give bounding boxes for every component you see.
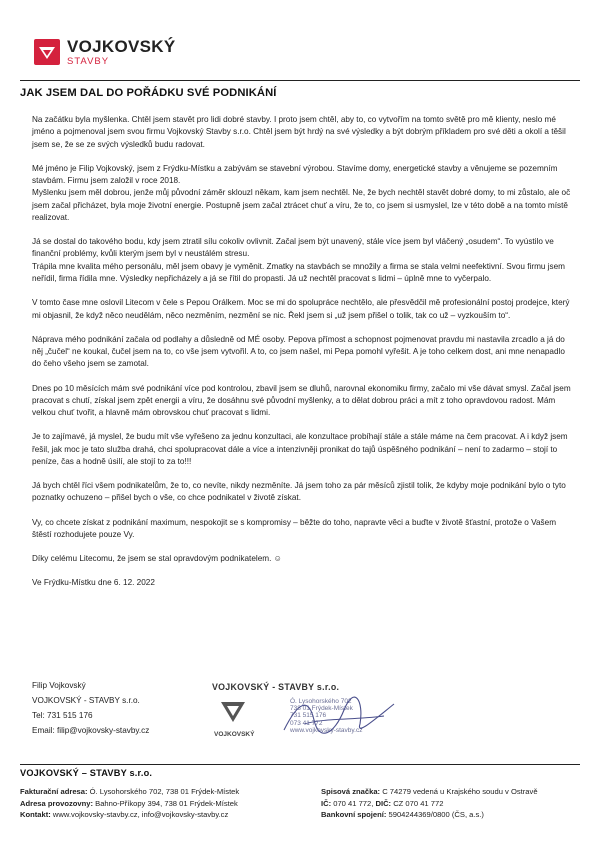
stamp-line: 731 515 176	[290, 712, 327, 720]
signer-name: Filip Vojkovský	[32, 681, 86, 690]
stamp-subtitle: VOJKOVSKÝ	[214, 731, 255, 738]
company-logo	[34, 38, 176, 67]
footer-divider	[20, 764, 580, 765]
ico-value: 070 41 772,	[331, 798, 376, 808]
paragraph: Já se dostal do takového bodu, kdy jsem ztratil sílu cokoliv ovlivnit. Začal jsem být unavený, stále více jsem byl vláčený „osudem“. To vyústilo ve finanční problémy, kvůli kterým jsem byl v neustálém stresu. Trápila mne kvalita mého personálu, měl jsem obavy je vyměnit. Zmatky na stavbách se množily a firma se stala velmi neefektivní. Svou firmu jsem neřídil, firma řídila mne. Výsledky nepřicházely a já se řítil do propasti. Já už nechtěl pracovat s lidmi – úplně mne to vyčerpalo.	[32, 237, 565, 284]
paragraph: Je to zajímavé, já myslel, že budu mít vše vyřešeno za jednu konzultaci, ale konzultace probíhají stále a stále máme na čem pracovat. A i když jsem řešil, jak moc je tato služba drahá, chci spolupracovat dále a více a intenzivněji pronikat do tajů úspěšného podnikání – není to zadarmo – stojí to peníze, čas a hodně úsilí, ale stojí to za to!!!	[32, 432, 568, 466]
handwritten-signature	[264, 690, 404, 742]
logo-mark-icon	[34, 39, 60, 65]
footer-company-name: VOJKOVSKÝ – STAVBY s.r.o.	[20, 768, 153, 778]
bank-label: Bankovní spojení:	[321, 810, 387, 820]
signer-phone: Tel: 731 515 176	[32, 711, 93, 720]
paragraph: Náprava mého podnikání začala od podlahy a důsledně od MÉ osoby. Pepova přímost a schopnost pojmenovat pravdu mi nastavila zrcadlo a já do něj „čučel“ ne koukal, čučel jsem na to, co vše jsem vytvořil. A to, co jsem našel, mi Pepa pomohl vyřešit. A je toho celkem dost, ani mne nenapadlo do čeho všeho jsem se zamotal.	[32, 334, 565, 369]
paragraph: Díky celému Litecomu, že jsem se stal opravdovým podnikatelem. ☺	[32, 554, 282, 564]
footer-registration-block	[321, 786, 538, 821]
dic-value: CZ 070 41 772	[391, 798, 444, 808]
letter-body	[32, 114, 575, 601]
footer-address-block	[20, 786, 239, 821]
stamp-heading: VOJKOVSKÝ - STAVBY s.r.o.	[212, 682, 340, 692]
ico-label: IČ:	[321, 798, 332, 808]
bank-value: 5904244369/0800 (ČS, a.s.)	[386, 810, 484, 820]
document-title: JAK JSEM DAL DO POŘÁDKU SVÉ PODNIKÁNÍ	[20, 87, 277, 99]
paragraph: Dnes po 10 měsících mám své podnikání více pod kontrolou, zbavil jsem se dluhů, narovnal ekonomiku firmy, začalo mi vše dávat smysl. Začal jsem pracovat s chutí, získal jsem zpět energii a víru, že dosáhnu své původní myšlenky, a to dělat dobrou práci a mít z toho opravdovou radost. Mám velkou chuť tvořit, a hlavně mám obrovskou chuť pracovat s lidmi.	[32, 383, 571, 418]
stamp-logo-icon	[218, 696, 248, 726]
billing-value: Ó. Lysohorského 702, 738 01 Frýdek-Místek	[87, 787, 240, 796]
office-label: Adresa provozovny:	[20, 798, 94, 808]
date-line: Ve Frýdku-Místku dne 6. 12. 2022	[32, 578, 155, 588]
paragraph: Mé jméno je Filip Vojkovský, jsem z Frýdku-Místku a zabývám se stavební výrobou. Stavíme domy, energetické stavby a věnujeme se pozemním stavbám. Firmu jsem založil v roce 2018. Myšlenku jsem měl dobrou, jenže můj původní záměr sklouzl někam, kam jsem nechtěl. Ne, že bych nechtěl stavět dobré domy, to mi zůstalo, ale oč jsem začal přicházet, byla moje životní energie. Postupně jsem začal ztrácet chuť a víru, že to, co jsem si usmyslel, lze v této době a na tomto místě realizovat.	[32, 163, 571, 222]
title-divider	[20, 80, 580, 81]
logo-subtitle: STAVBY	[67, 56, 110, 67]
register-value: C 74279 vedená u Krajského soudu v Ostravě	[380, 787, 538, 796]
stamp-line: Ó. Lysohorského 702	[290, 698, 352, 705]
signer-company: VOJKOVSKÝ - STAVBY s.r.o.	[32, 696, 140, 705]
logo-name: VOJKOVSKÝ	[67, 37, 176, 56]
office-value: Bahno-Příkopy 394, 738 01 Frýdek-Místek	[93, 798, 238, 808]
dic-label: DIČ:	[375, 798, 392, 808]
paragraph: Vy, co chcete získat z podnikání maximum, nespokojit se s kompromisy – běžte do toho, napravte věci a buďte v životě šťastní, protože o Vašem štěstí rozhodujete pouze Vy.	[32, 517, 557, 539]
signature-block	[32, 678, 149, 738]
paragraph: Já bych chtěl říci všem podnikatelům, že to, co nevíte, nikdy nezměníte. Já jsem toho za pár měsíců zjistil tolik, že kdyby moje podnikání bylo o tyto poznatky ochuzeno – přišel bych o vše, co chce podnikatel v životě získat.	[32, 481, 566, 503]
contact-value: www.vojkovsky-stavby.cz, info@vojkovsky-stavby.cz	[50, 810, 229, 820]
company-stamp	[208, 676, 404, 744]
stamp-line: 738 01 Frýdek-Místek	[290, 705, 353, 713]
billing-label: Fakturační adresa:	[20, 787, 88, 796]
paragraph: Na začátku byla myšlenka. Chtěl jsem stavět pro lidi dobré stavby. I proto jsem chtěl, aby to, co vytvořím na tomto světě pro mě klienty, neslo mé jméno a pojmenoval jsem svou firmu Vojkovský Stavby s.r.o. Chtěl jsem být hrdý na své výsledky a být dobrým příkladem pro své děti a okolí a těšil jsem se, že se ze svých výsledků budu radovat.	[32, 115, 566, 149]
stamp-line: www.vojkovsky-stavby.cz	[290, 726, 363, 734]
contact-label: Kontakt:	[20, 810, 51, 820]
stamp-line: 073 41 772	[290, 719, 323, 727]
paragraph: V tomto čase mne oslovil Litecom v čele s Pepou Orálkem. Moc se mi do spolupráce nechtělo, ale přesvědčil mě profesionální postoj prodejce, který mi objasnil, že když něco neudělám, něco nezměním, nezmění se nic. Řekl jsem si „už jsem přišel o tolik, tak co už – vyzkouším to“.	[32, 298, 570, 320]
signer-email: Email: filip@vojkovsky-stavby.cz	[32, 726, 150, 735]
register-label: Spisová značka:	[321, 787, 381, 796]
